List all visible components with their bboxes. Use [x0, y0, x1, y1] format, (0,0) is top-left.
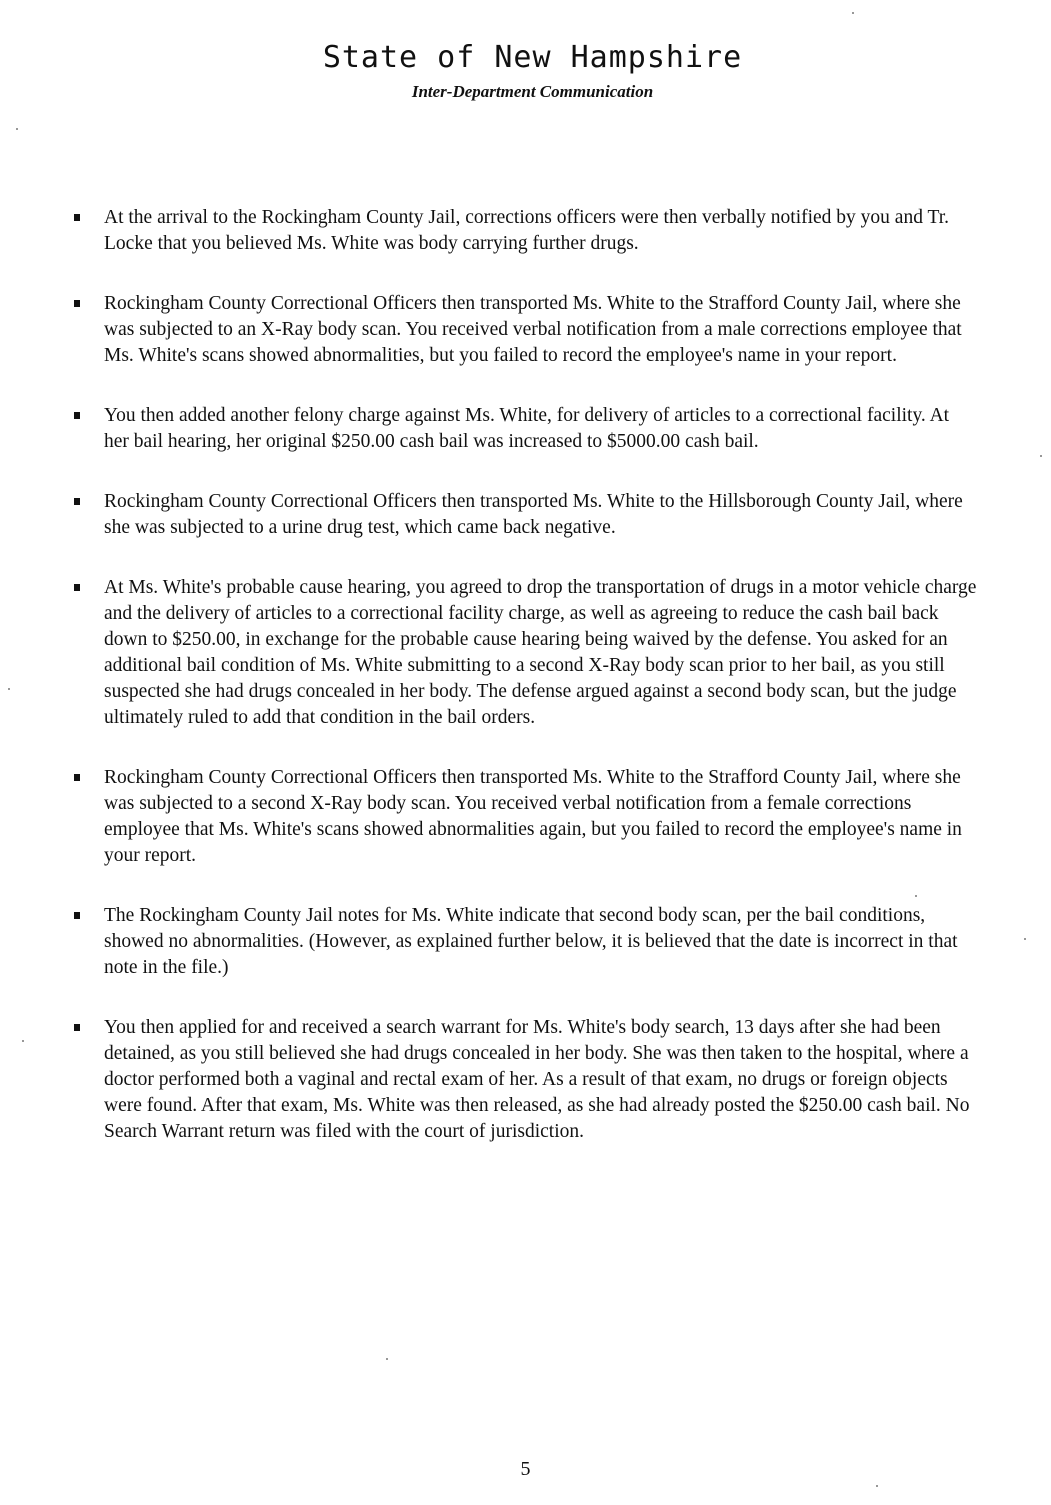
bullet-item	[72, 1015, 977, 1145]
bullet-square-icon	[74, 412, 80, 419]
bullet-item	[72, 403, 977, 455]
bullet-text: Rockingham County Correctional Officers then transported Ms. White to the Strafford County Jail, where she was subjected to an X-Ray body scan. You received verbal notification from a male corrections employee that Ms. White's scans showed abnormalities, but you failed to record the employee's name in your report.	[104, 293, 962, 366]
bullet-list	[72, 205, 977, 1179]
bullet-text: Rockingham County Correctional Officers then transported Ms. White to the Strafford County Jail, where she was subjected to a second X-Ray body scan. You received verbal notification from a female corrections employee that Ms. White's scans showed abnormalities again, but you failed to record the employee's name in your report.	[104, 767, 962, 866]
bullet-square-icon	[74, 912, 80, 919]
bullet-item	[72, 489, 977, 541]
bullet-item	[72, 291, 977, 369]
bullet-text: You then added another felony charge against Ms. White, for delivery of articles to a correctional facility. At her bail hearing, her original $250.00 cash bail was increased to $5000.00 cash bail.	[104, 405, 950, 452]
bullet-text: The Rockingham County Jail notes for Ms. White indicate that second body scan, per the bail conditions, showed no abnormalities. (However, as explained further below, it is believed that the date is incorrect in that note in the file.)	[104, 905, 958, 978]
scan-speck	[876, 1485, 878, 1487]
bullet-text: At the arrival to the Rockingham County Jail, corrections officers were then verbally notified by you and Tr. Locke that you believed Ms. White was body carrying further drugs.	[104, 207, 949, 254]
bullet-square-icon	[74, 300, 80, 307]
scan-speck	[22, 1040, 24, 1042]
bullet-square-icon	[74, 214, 80, 221]
bullet-square-icon	[74, 774, 80, 781]
bullet-square-icon	[74, 498, 80, 505]
bullet-text: At Ms. White's probable cause hearing, you agreed to drop the transportation of drugs in a motor vehicle charge and the delivery of articles to a correctional facility charge, as well as agreeing to reduce the cash bail back down to $250.00, in exchange for the probable cause hearing being waived by the defense. You asked for an additional bail condition of Ms. White submitting to a second X-Ray body scan prior to her bail, as you still suspected she had drugs concealed in her body. The defense argued against a second body scan, but the judge ultimately ruled to add that condition in the bail orders.	[104, 577, 977, 728]
scan-speck	[915, 895, 917, 897]
scan-speck	[8, 688, 10, 690]
document-title: State of New Hampshire	[322, 40, 743, 75]
scan-speck	[386, 1358, 388, 1360]
page-number: 5	[520, 1458, 531, 1480]
bullet-item	[72, 575, 977, 731]
bullet-text: You then applied for and received a search warrant for Ms. White's body search, 13 days after she had been detained, as you still believed she had drugs concealed in her body. She was then taken to the hospital, where a doctor performed both a vaginal and rectal exam of her. As a result of that exam, no drugs or foreign objects were found. After that exam, Ms. White was then released, as she had already posted the $250.00 cash bail. No Search Warrant return was filed with the court of jurisdiction.	[104, 1017, 970, 1142]
scan-speck	[1040, 455, 1042, 457]
bullet-square-icon	[74, 584, 80, 591]
scan-speck	[852, 12, 854, 14]
bullet-item	[72, 205, 977, 257]
bullet-item	[72, 765, 977, 869]
scan-speck	[16, 128, 18, 130]
document-subtitle: Inter-Department Communication	[411, 82, 654, 101]
bullet-text: Rockingham County Correctional Officers then transported Ms. White to the Hillsborough County Jail, where she was subjected to a urine drug test, which came back negative.	[104, 491, 963, 538]
bullet-square-icon	[74, 1024, 80, 1031]
scan-speck	[1024, 938, 1026, 940]
bullet-item	[72, 903, 977, 981]
